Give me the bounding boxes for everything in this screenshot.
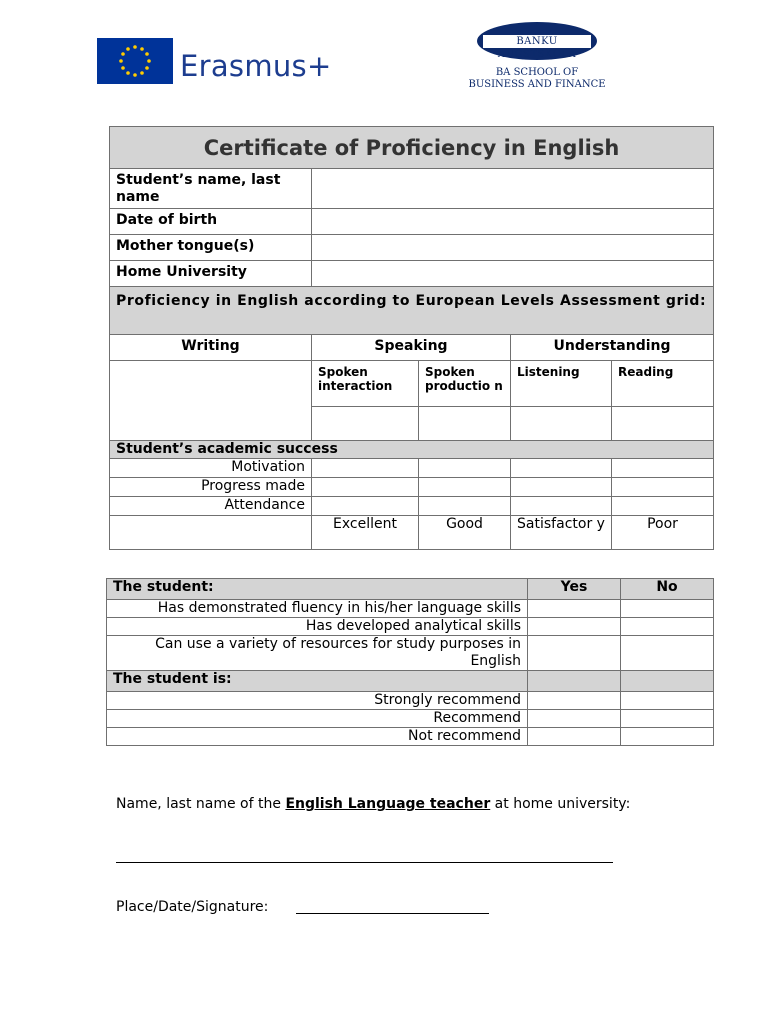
no-column-header: No	[621, 579, 714, 600]
certificate-title: Certificate of Proficiency in English	[110, 127, 714, 169]
field-label-name: Student’s name, last name	[110, 169, 312, 209]
rating-cell[interactable]	[612, 478, 714, 497]
skill-reading: Reading	[612, 361, 714, 407]
yes-cell[interactable]	[528, 636, 621, 671]
assessment-table	[106, 578, 714, 746]
recommend-cell[interactable]	[621, 692, 714, 710]
eu-stars-icon	[97, 38, 173, 84]
skill-writing: Writing	[110, 335, 312, 361]
field-value-dob[interactable]	[312, 209, 714, 235]
field-label-mother-tongue: Mother tongue(s)	[110, 235, 312, 261]
bank-logo-text: BANKU AUGSTSKOLA	[497, 36, 577, 60]
writing-level-cell[interactable]	[110, 361, 312, 441]
no-cell[interactable]	[621, 636, 714, 671]
recommend-not: Not recommend	[107, 728, 528, 746]
field-label-dob: Date of birth	[110, 209, 312, 235]
spoken-production-level-cell[interactable]	[419, 407, 511, 441]
skill-spoken-interaction: Spoken interaction	[312, 361, 419, 407]
reading-level-cell[interactable]	[612, 407, 714, 441]
rating-excellent: Excellent	[312, 516, 419, 550]
place-date-signature-label: Place/Date/Signature:	[116, 899, 269, 915]
rating-cell[interactable]	[511, 497, 612, 516]
rating-cell[interactable]	[419, 497, 511, 516]
rating-cell[interactable]	[312, 497, 419, 516]
academic-row-label: Attendance	[110, 497, 312, 516]
rating-cell[interactable]	[312, 459, 419, 478]
skill-understanding: Understanding	[511, 335, 714, 361]
listening-level-cell[interactable]	[511, 407, 612, 441]
teacher-role-emphasis: English Language teacher	[285, 796, 491, 812]
academic-row-label: Motivation	[110, 459, 312, 478]
recommend-strongly: Strongly recommend	[107, 692, 528, 710]
skill-spoken-production: Spoken productio n	[419, 361, 511, 407]
yes-cell[interactable]	[528, 600, 621, 618]
no-cell[interactable]	[621, 618, 714, 636]
rating-poor: Poor	[612, 516, 714, 550]
rating-good: Good	[419, 516, 511, 550]
header-spacer	[621, 671, 714, 692]
statement-fluency: Has demonstrated fluency in his/her language skills	[107, 600, 528, 618]
no-cell[interactable]	[621, 600, 714, 618]
bank-school-logo	[477, 22, 597, 60]
yes-column-header: Yes	[528, 579, 621, 600]
teacher-name-line[interactable]	[116, 862, 613, 863]
rating-cell[interactable]	[312, 478, 419, 497]
field-value-home-university[interactable]	[312, 261, 714, 287]
assessment-grid-heading: Proficiency in English according to European Levels Assessment grid:	[110, 287, 714, 335]
header-spacer	[528, 671, 621, 692]
field-value-mother-tongue[interactable]	[312, 235, 714, 261]
recommend-cell[interactable]	[528, 728, 621, 746]
statement-analytical: Has developed analytical skills	[107, 618, 528, 636]
signature-line[interactable]	[296, 913, 489, 914]
academic-row-label: Progress made	[110, 478, 312, 497]
student-is-heading: The student is:	[107, 671, 528, 692]
recommend-cell[interactable]	[621, 728, 714, 746]
rating-cell[interactable]	[511, 478, 612, 497]
statement-resources: Can use a variety of resources for study purposes in English	[107, 636, 528, 671]
field-label-home-university: Home University	[110, 261, 312, 287]
yes-cell[interactable]	[528, 618, 621, 636]
field-value-name[interactable]	[312, 169, 714, 209]
rating-satisfactory: Satisfactor y	[511, 516, 612, 550]
school-name: BA SCHOOL OF BUSINESS AND FINANCE	[468, 67, 606, 90]
teacher-name-label: Name, last name of the English Language teacher at home university:	[116, 796, 631, 812]
rating-cell[interactable]	[511, 459, 612, 478]
rating-label-spacer	[110, 516, 312, 550]
recommend-cell[interactable]	[528, 692, 621, 710]
recommend-cell[interactable]	[621, 710, 714, 728]
academic-success-heading: Student’s academic success	[110, 441, 714, 459]
student-heading: The student:	[107, 579, 528, 600]
rating-cell[interactable]	[612, 497, 714, 516]
erasmus-logo-text: Erasmus+	[180, 49, 332, 83]
rating-cell[interactable]	[419, 459, 511, 478]
eu-flag-logo	[97, 38, 173, 84]
rating-cell[interactable]	[612, 459, 714, 478]
rating-cell[interactable]	[419, 478, 511, 497]
recommend-cell[interactable]	[528, 710, 621, 728]
skill-listening: Listening	[511, 361, 612, 407]
spoken-interaction-level-cell[interactable]	[312, 407, 419, 441]
certificate-table	[109, 126, 714, 550]
recommend: Recommend	[107, 710, 528, 728]
skill-speaking: Speaking	[312, 335, 511, 361]
